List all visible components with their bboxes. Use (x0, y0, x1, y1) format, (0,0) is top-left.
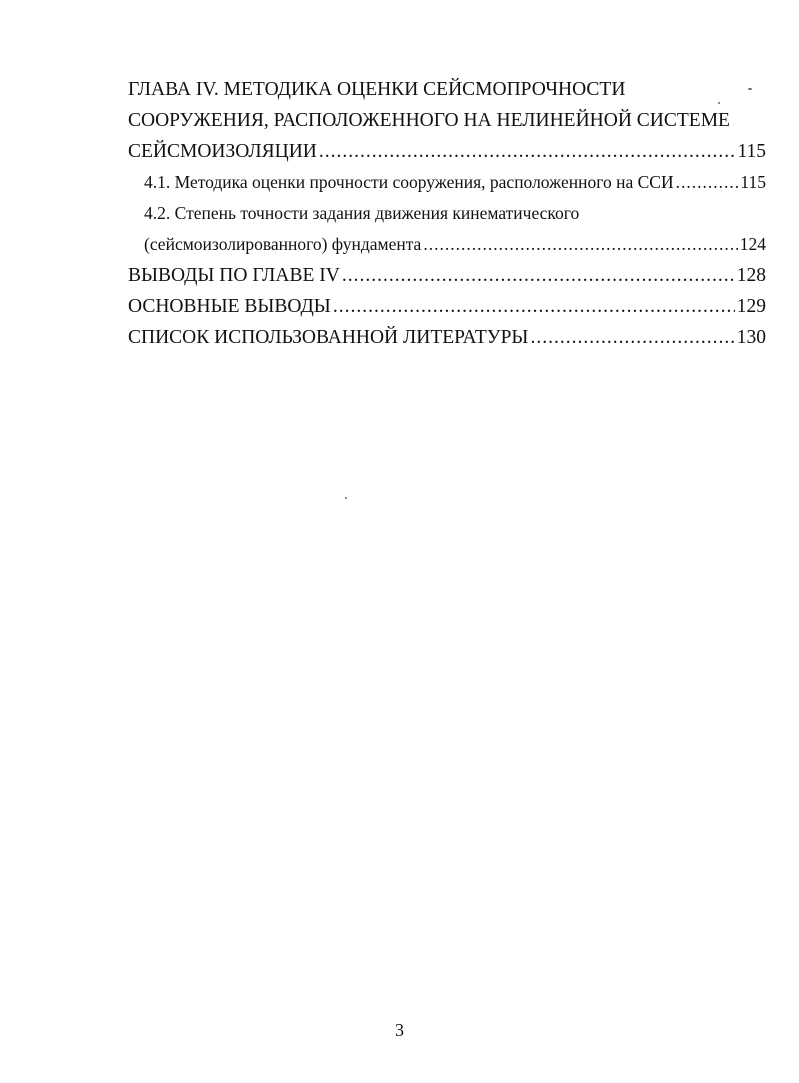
dot-leader (319, 136, 736, 167)
toc-entry-section-4-1 (128, 167, 766, 198)
section-title: 4.2. Степень точности задания движения кинематического (144, 203, 580, 223)
dot-leader (530, 322, 734, 353)
page-ref: 124 (739, 234, 766, 254)
dot-leader (333, 291, 735, 322)
scan-speck (345, 497, 347, 499)
section-title: (сейсмоизолированного) фундамента (144, 234, 422, 254)
chapter-4-title-line-1 (128, 74, 766, 105)
entry-title: ВЫВОДЫ ПО ГЛАВЕ IV (128, 265, 340, 286)
toc-entry-section-4-2 (128, 229, 766, 260)
dot-leader (423, 229, 737, 260)
chapter-4-title-text-2: СООРУЖЕНИЯ, РАСПОЛОЖЕННОГО НА НЕЛИНЕЙНОЙ СИСТЕМЕ (128, 110, 730, 131)
toc-entry-chapter-4 (128, 136, 766, 167)
toc-entry-main-conclusions (128, 291, 766, 322)
entry-title: СПИСОК ИСПОЛЬЗОВАННОЙ ЛИТЕРАТУРЫ (128, 327, 529, 348)
page-number: 3 (395, 1020, 404, 1040)
page-ref: 130 (736, 327, 766, 348)
scan-speck (748, 88, 752, 90)
section-title: 4.1. Методика оценки прочности сооружения, расположенного на ССИ (144, 172, 674, 192)
entry-title: ОСНОВНЫЕ ВЫВОДЫ (128, 296, 331, 317)
chapter-4-title-text-3: СЕЙСМОИЗОЛЯЦИИ (128, 141, 317, 162)
chapter-4-title-text-1: ГЛАВА IV. МЕТОДИКА ОЦЕНКИ СЕЙСМОПРОЧНОСТИ (128, 79, 626, 100)
toc-entry-conclusions-chapter-4 (128, 260, 766, 291)
dot-leader (676, 167, 739, 198)
scan-speck (718, 102, 720, 104)
page-ref: 115 (740, 172, 766, 192)
toc-entry-references (128, 322, 766, 353)
page-ref: 115 (737, 141, 766, 162)
dot-leader (342, 260, 735, 291)
chapter-4-title-line-2 (128, 105, 766, 136)
section-4-2-title-line-1 (128, 198, 766, 229)
page-ref: 129 (736, 296, 766, 317)
page-ref: 128 (736, 265, 766, 286)
table-of-contents (128, 74, 766, 353)
